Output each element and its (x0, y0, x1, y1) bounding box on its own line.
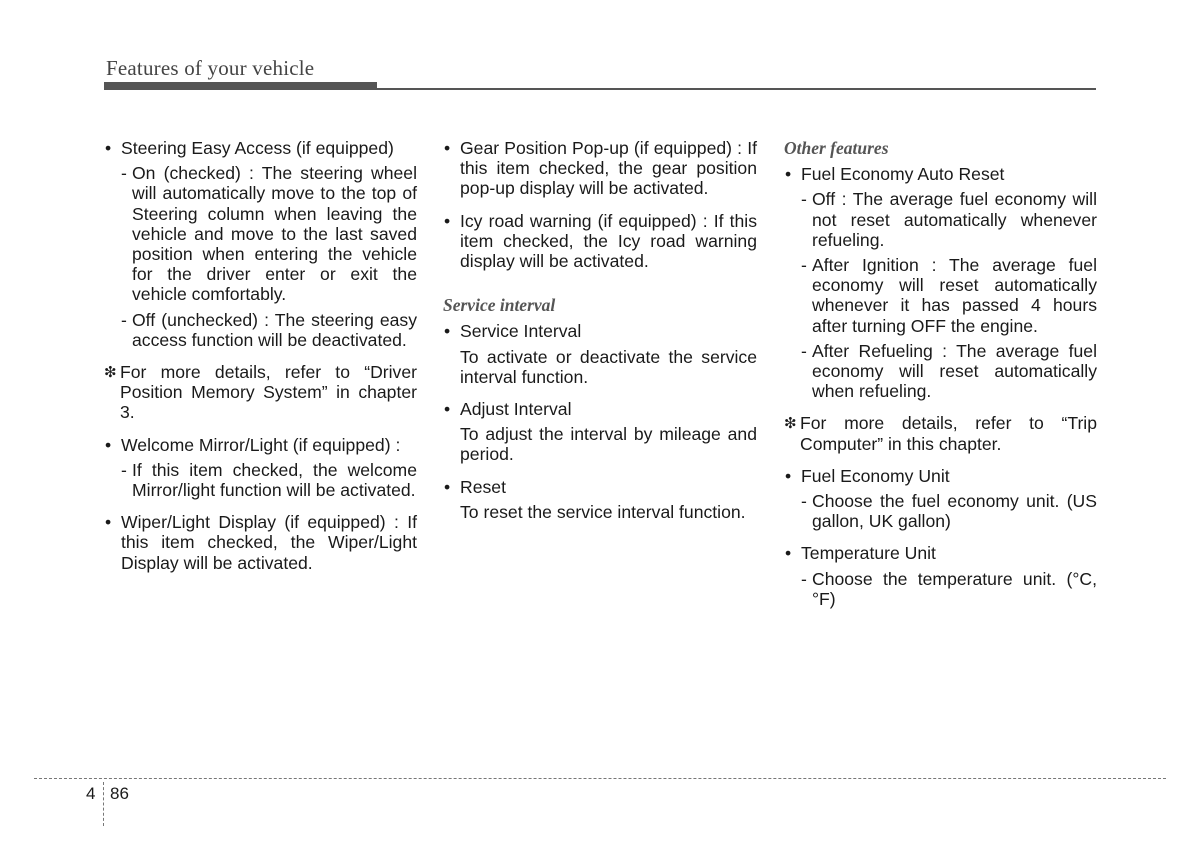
sub-item-text: Off : The average fuel economy will not reset automatically whenever refueling. (812, 189, 1097, 250)
list-item-service-interval: • Service Interval (443, 321, 757, 341)
note-trip-computer (784, 413, 1097, 453)
footer-dashed-rule (34, 778, 1166, 779)
list-item-reset: • Reset (443, 477, 757, 497)
sub-item-text: Choose the fuel economy unit. (US gallon, UK gallon) (812, 491, 1097, 532)
sub-item-text: Choose the temperature unit. (°C,°F) (812, 568, 1097, 609)
dash-marker: - (121, 163, 127, 184)
dash-marker: - (121, 459, 127, 480)
note-driver-position-memory (104, 362, 417, 423)
sub-item-text: After Ignition : The average fuel economy will reset automatically whenever it has passed 4 hours after turning OFF the engine. (812, 255, 1097, 336)
sub-item-text: Off (unchecked) : The steering easy access function will be deactivated. (132, 309, 417, 350)
section-heading-service-interval: Service interval (443, 295, 556, 316)
sub-item-fuel-reset-after-refueling (784, 341, 1097, 402)
note-text: For more details, refer to “Driver Position Memory System” in chapter 3. (120, 362, 417, 423)
list-item-adjust-interval: • Adjust Interval (443, 399, 757, 419)
list-item-temperature-unit: • Temperature Unit (784, 543, 1097, 563)
list-item-fuel-economy-auto-reset: • Fuel Economy Auto Reset (784, 164, 1097, 184)
sub-item-text: After Refueling : The average fuel economy will reset automatically when refueling. (812, 340, 1097, 402)
dash-marker: - (121, 309, 127, 330)
dash-marker: - (801, 340, 807, 361)
footer-dashed-divider (103, 782, 104, 826)
sub-item-text: If this item checked, the welcome Mirror/light function will be activated. (132, 459, 417, 501)
list-item-steering-easy-access: • Steering Easy Access (if equipped) (104, 138, 417, 158)
page-number: 86 (110, 784, 129, 803)
list-item-gear-position-popup: • Gear Position Pop-up (if equipped) : If this item checked, the gear position pop-up display will be activated. (443, 138, 757, 199)
sub-item-temperature-unit (784, 569, 1097, 609)
list-item-wiper-light-display: • Wiper/Light Display (if equipped) : If this item checked, the Wiper/Light Display will be activated. (104, 512, 417, 573)
reset-text: To reset the service interval function. (460, 501, 746, 522)
dash-marker: - (801, 568, 807, 589)
sub-item-text: On (checked) : The steering wheel will automatically move to the top of Steering column when leaving the vehicle and move to the last saved position when entering the vehicle for the driver enter or exit the vehicle comfortably. (132, 163, 417, 305)
dash-marker: - (801, 189, 807, 210)
sub-item-steering-on (104, 163, 417, 304)
sub-item-fuel-reset-off (784, 189, 1097, 250)
list-item-welcome-mirror-light: • Welcome Mirror/Light (if equipped) : (104, 435, 417, 455)
note-asterisk-icon: ❇ (784, 414, 797, 433)
column-1 (104, 138, 417, 585)
column-3 (784, 138, 1097, 621)
service-interval-text: To activate or deactivate the service interval function. (460, 346, 757, 387)
sub-item-fuel-reset-after-ignition (784, 255, 1097, 336)
note-text: For more details, refer to “Trip Computer” in this chapter. (800, 413, 1097, 454)
header-rule (104, 88, 1096, 90)
list-item-icy-road-warning: • Icy road warning (if equipped) : If this item checked, the Icy road warning display will be activated. (443, 211, 757, 272)
dash-marker: - (801, 491, 807, 512)
note-asterisk-icon: ❇ (104, 363, 117, 382)
adjust-interval-text: To adjust the interval by mileage and period. (460, 424, 757, 465)
sub-item-steering-off (104, 310, 417, 350)
sub-item-welcome (104, 460, 417, 500)
dash-marker: - (801, 255, 807, 276)
chapter-number: 4 (86, 784, 96, 803)
sub-item-fuel-unit (784, 491, 1097, 531)
section-heading-other-features: Other features (784, 138, 889, 158)
column-2 (443, 138, 757, 534)
page-title: Features of your vehicle (106, 56, 315, 80)
list-item-fuel-economy-unit: • Fuel Economy Unit (784, 466, 1097, 486)
